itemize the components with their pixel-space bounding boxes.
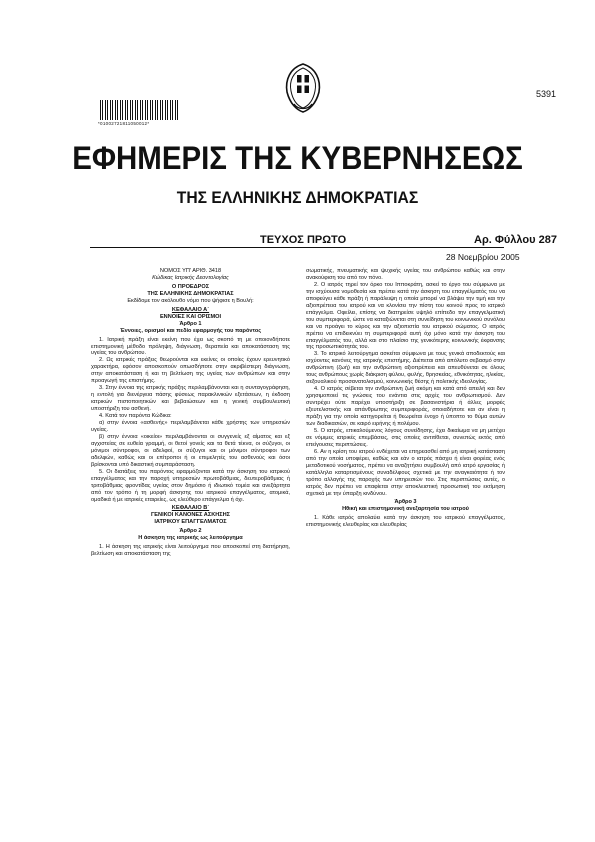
chapter-title: ΕΝΝΟΙΕΣ ΚΑΙ ΟΡΙΣΜΟΙ — [159, 313, 222, 320]
article-title: Ηθική και επιστημονική ανεξαρτησία του ιατρού — [342, 506, 469, 513]
article-heading: Άρθρο 3 — [394, 499, 417, 506]
article-title: Η άσκηση της ιατρικής ως λειτούργημα — [138, 535, 243, 542]
issue-label: ΤΕΥΧΟΣ ΠΡΩΤΟ — [260, 234, 347, 246]
chapter-heading: ΚΕΦΑΛΑΙΟ Α΄ — [171, 306, 210, 313]
issue-date: 28 Νοεμβρίου 2005 — [446, 252, 520, 262]
paragraph: 1. Ιατρική πράξη είναι εκείνη που έχει ως σκοπό τη με οποιονδήποτε επιστημονική μέθοδο πρόληψη, διάγνωση, θεραπεία και αποκατάσταση της υγείας του ανθρώπου. — [91, 336, 290, 357]
chapter-heading: ΚΕΦΑΛΑΙΟ Β΄ — [171, 505, 210, 512]
gazette-subtitle: ΤΗΣ ΕΛΛΗΝΙΚΗΣ ΔΗΜΟΚΡΑΤΙΑΣ — [176, 188, 419, 207]
paragraph: σωματικής, πνευματικής και ψυχικής υγείας του ανθρώπου καθώς και στην ανακούφιση του από τον πόνο. — [306, 268, 505, 281]
gazette-title: ΕΦΗΜΕΡΙΣ ΤΗΣ ΚΥΒΕΡΝΗΣΕΩΣ — [72, 140, 523, 176]
paragraph: 5. Ο ιατρός, επικαλούμενος λόγους συνείδησης, έχει δικαίωμα να μη μετέχει σε νόμιμες ιατρικές επεμβάσεις, στις οποίες αντιτίθεται, συνεπώς εκτός από επείγουσες περιπτώσεις. — [306, 427, 505, 448]
law-title: Κώδικας Ιατρικής Δεοντολογίας — [152, 274, 229, 281]
left-column — [91, 268, 290, 558]
paragraph: 3. Το ιατρικό λειτούργημα ασκείται σύμφωνα με τους γενικά αποδεκτούς και ισχύοντες κανόνες της ιατρικής επιστήμης. Διέπεται από απόλυτο σεβασμό στην ανθρώπινη (ζωή) και την ανθρώπινη αξιοπρέπεια και απευθύνεται σε όλους τους ανθρώπους χωρίς διάκριση φύλου, φυλής, θρησκείας, εθνικότητας, ηλικίας, σεξουαλικού προσανατολισμού, κοινωνικής θέσης ή πολιτικής ιδεολογίας. — [306, 351, 505, 386]
chapter-title-line2: ΙΑΤΡΙΚΟΥ ΕΠΑΓΓΕΛΜΑΤΟΣ — [154, 519, 227, 526]
paragraph: 2. Ως ιατρικές πράξεις θεωρούνται και εκείνες οι οποίες έχουν ερευνητικό χαρακτήρα, εφόσον αποσκοπούν οπωσδήποτε στην ακριβέστερη διάγνωση, στην αποκατάσταση ή και τη βελτίωση της υγείας των ανθρώπων και στην προαγωγή της επιστήμης. — [91, 357, 290, 385]
article-heading: Άρθρο 2 — [179, 528, 202, 535]
header-rule — [90, 247, 504, 248]
barcode-text: *01002721811050012* — [98, 121, 150, 126]
article-heading: Άρθρο 1 — [179, 320, 202, 327]
paragraph: 1. Κάθε ιατρός απολαύει κατά την άσκηση του ιατρικού επαγγέλματος, επιστημονικής ελευθερίας και ελευθερίας — [306, 515, 505, 529]
president-heading: Ο ΠΡΟΕΔΡΟΣ — [171, 283, 210, 290]
sheet-number-value: 287 — [538, 234, 557, 246]
right-column — [306, 268, 505, 529]
paragraph: 4. Κατά τον παρόντα Κώδικα: — [99, 413, 172, 420]
paragraph: α) στην έννοια «ασθενής» περιλαμβάνεται κάθε χρήστης των υπηρεσιών υγείας. — [91, 420, 290, 433]
paragraph: 3. Στην έννοια της ιατρικής πράξης περιλαμβάνονται και η συνταγογράφηση, η εντολή για διενέργεια πάσης φύσεως παρακλινικών εξετάσεων, η έκδοση ιατρικών πιστοποιητικών και βεβαιώσεων και η γενική συμβουλευτική υποστήριξη του ασθενή. — [91, 385, 290, 413]
barcode — [100, 100, 180, 120]
paragraph: 6. Αν η κρίση του ιατρού ενδέχεται να επηρεασθεί από μη ιατρική κατάσταση από την οποία υποφέρει, καθώς και εάν ο ιατρός πάσχει ή είναι φορέας ενός μεταδοτικού νοσήματος, πρέπει να αναζητήσει συμβουλή από ιατρό εργασίας ή κατάλληλα καταρτισμένους συναδέλφους σχετικά με την αναγκαιότητα ή τον τρόπο αλλαγής της παροχής των υπηρεσιών του. Στις περιπτώσεις αυτές, ο ιατρός δεν πρέπει να επαφίεται στην αποκλειστική προσωπική του εκτίμηση σχετικά με την ύπαρξη κινδύνου. — [306, 448, 505, 497]
page-number: 5391 — [536, 89, 557, 99]
article-title: Έννοιες, ορισμοί και πεδίο εφαρμογής του παρόντος — [119, 327, 262, 334]
president-heading-line2: ΤΗΣ ΕΛΛΗΝΙΚΗΣ ΔΗΜΟΚΡΑΤΙΑΣ — [147, 290, 234, 297]
law-number: ΝΟΜΟΣ ΥΠ' ΑΡΙΘ. 3418 — [159, 268, 222, 274]
sheet-number-label: Αρ. Φύλλου — [474, 234, 536, 246]
chapter-title: ΓΕΝΙΚΟΙ ΚΑΝΟΝΕΣ ΑΣΚΗΣΗΣ — [150, 512, 231, 519]
paragraph: 5. Οι διατάξεις του παρόντος εφαρμόζονται κατά την άσκηση του ιατρικού επαγγέλματος και την παροχή υπηρεσιών πρωτοβάθμιας, δευτεροβάθμιας ή τριτοβάθμιας φροντίδας υγείας στον δημόσιο ή ιδιωτικό τομέα και ανεξάρτητα από τον τρόπο ή τη μορφή άσκησης του ιατρικού επαγγέλματος, ατομικά, ομαδικά ή με ιατρικές εταιρείες, ως ελεύθερο επάγγελμα ή όχι. — [91, 468, 290, 503]
paragraph: 4. Ο ιατρός σέβεται την ανθρώπινη ζωή ακόμη και κατά από απειλή και δεν χρησιμοποιεί τις γνώσεις του ενάντια στις αρχές του ανθρωπισμού. Δεν συντρέχει ούτε παρέχει υποστήριξη σε βασανιστήρια ή άλλες μορφές εξευτελιστικής και απάνθρωπης συμπεριφοράς, οποιαδήποτε και αν είναι η πράξη για την οποία κατηγορείται ή θεωρείται ένοχο ή ύποπτο το θύμα αυτών των διαδικασιών, σε καιρό ειρήνης ή πολέμου. — [306, 386, 505, 427]
paragraph: 1. Η άσκηση της ιατρικής είναι λειτούργημα που αποσκοπεί στη διατήρηση, βελτίωση και αποκατάσταση της — [91, 544, 290, 558]
national-emblem-icon — [282, 60, 324, 116]
enactment-formula: Εκδίδομε τον ακόλουθο νόμο που ψήφισε η Βουλή: — [127, 297, 254, 304]
paragraph: β) στην έννοια «οικείοι» περιλαμβάνονται οι συγγενείς εξ αίματος και εξ αγχιστείας σε ευθεία γραμμή, οι θετοί γονείς και τα θετά τέκνα, οι σύζυγοι, οι μόνιμοι σύντροφοι, οι αδελφοί, οι σύζυγοι και οι μόνιμοι σύντροφοι των αδελφών, καθώς και οι επίτροποι ή οι επιμελητές του ασθενούς και όσοι βρίσκονται υπό δικαστική συμπαράσταση. — [91, 433, 290, 468]
paragraph: 2. Ο ιατρός τηρεί τον όρκο του Ιπποκράτη, ασκεί το έργο του σύμφωνα με την ισχύουσα νομοθεσία και πρέπει κατά την άσκηση του επαγγέλματός του να αποφεύγει κάθε πράξη ή παράλειψη η οποία μπορεί να βλάψει την τιμή και την αξιοπρέπεια του ιατρού και να κλονίσει την πίστη του κοινού προς το ιατρικό επάγγελμα. Οφείλει, επίσης να διατηρείσε υψηλό επίπεδο την επαγγελματική του συμπεριφορά, ώστε να καταξιώνεται στη συνείδηση του κοινωνικού συνόλου και να προάγει το κύρος και την αξιοπιστία του ιατρικού σώματος. Ο ιατρός πρέπει να επιδεικνύει τη συμπεριφορά αυτή όχι μόνο κατά την άσκηση του επαγγέλματός του, αλλά και στο πλαίσιο της γενικότερης κοινωνικής έκφανσης της προσωπικότητάς του. — [306, 281, 505, 351]
sheet-number — [474, 234, 557, 246]
